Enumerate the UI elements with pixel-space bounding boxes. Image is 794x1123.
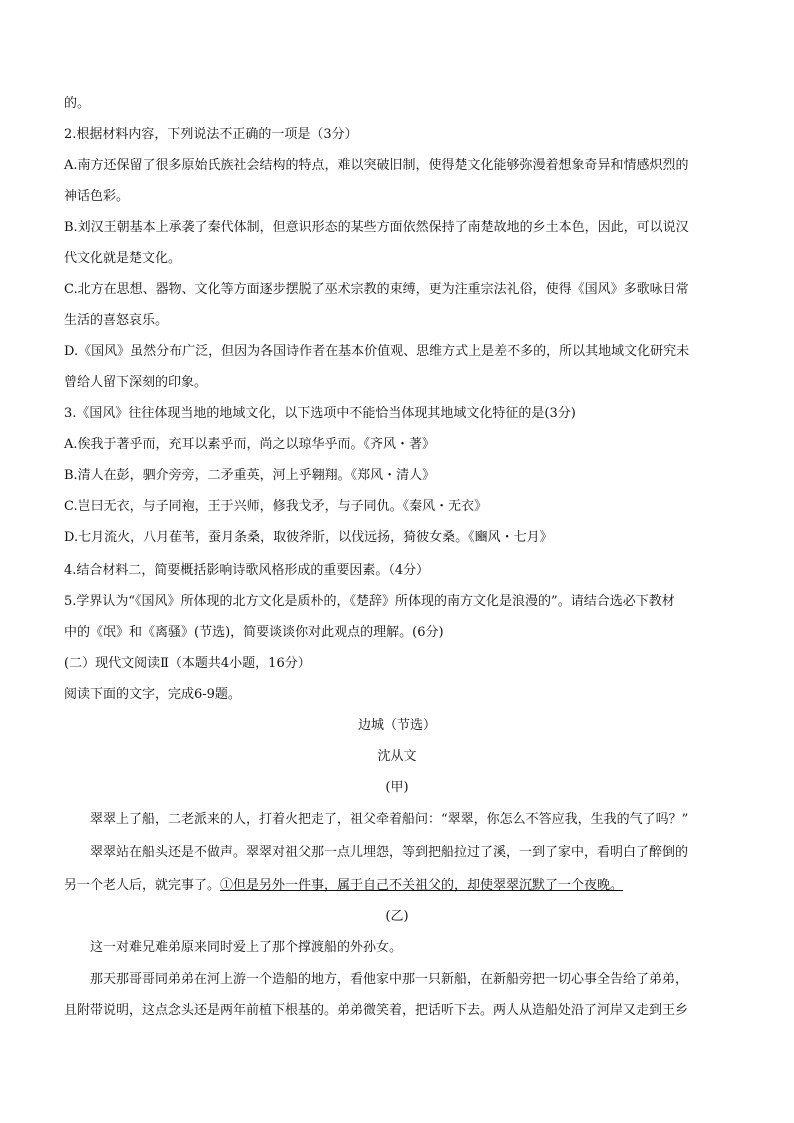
question-2-option-d-cont: 曾给人留下深刻的印象。: [64, 375, 208, 390]
underlined-sentence-1: ①但是另外一件事，属于自己不关祖父的，却使翠翠沉默了一个夜晚。: [220, 878, 624, 893]
part-label-yi: (乙): [385, 909, 409, 924]
question-2-option-a-cont: 神话色彩。: [64, 189, 130, 204]
passage-paragraph: 翠翠站在船头还是不做声。翠翠对祖父那一点儿埋怨，等到把船拉过了溪，一到了家中，看明白了醉倒的: [90, 845, 689, 860]
question-2-option-d: D.《国风》虽然分布广泛，但因为各国诗作者在基本价值观、思维方式上是差不多的，所以其地域文化研究未: [64, 344, 690, 359]
passage-paragraph-cont: 且附带说明，这点念头还是两年前植下根基的。弟弟微笑着，把话听下去。两人从造船处沿了河岸又走到王乡: [64, 1003, 689, 1018]
question-5-stem: 5.学界认为“《国风》所体现的北方文化是质朴的，《楚辞》所体现的南方文化是浪漫的”。请结合选必下教材: [64, 594, 675, 609]
plain-text: 另一个老人后，就完事了。: [64, 878, 221, 893]
question-2-option-c-cont: 生活的喜怒哀乐。: [64, 313, 169, 328]
section-instruction: 阅读下面的文字，完成6-9题。: [64, 687, 241, 702]
question-5-stem-cont: 中的《氓》和《离骚》(节选)，简要谈谈你对此观点的理解。(6分): [64, 625, 444, 640]
question-2-stem: 2.根据材料内容，下列说法不正确的一项是（3分）: [64, 127, 358, 142]
question-2-option-b: B.刘汉王朝基本上承袭了秦代体制，但意识形态的某些方面依然保持了南楚故地的乡土本色，因此，可以说汉: [64, 220, 689, 235]
question-3-option-a: A.俟我于著乎而，充耳以素乎而，尚之以琼华乎而。《齐风・著》: [64, 437, 436, 452]
passage-title: 边城（节选）: [357, 718, 436, 733]
question-3-option-b: B.清人在彭，驷介旁旁，二矛重英，河上乎翱翔。《郑风・清人》: [64, 468, 436, 483]
top-fragment: 的。: [64, 96, 91, 111]
question-2-option-c: C.北方在思想、器物、文化等方面逐步摆脱了巫术宗教的束缚，更为注重宗法礼俗，使得《国风》多歌咏日常: [64, 282, 689, 297]
question-3-option-c: C.岂曰无衣，与子同袍，王于兴师，修我戈矛，与子同仇。《秦风・无衣》: [64, 499, 488, 514]
section-heading: (二）现代文阅读Ⅱ（本题共4小题，16分）: [64, 656, 311, 671]
passage-author: 沈从文: [377, 749, 417, 764]
passage-paragraph: 翠翠上了船，二老派来的人，打着火把走了，祖父牵着船问：“翠翠，你怎么不答应我，生我的气了吗？”: [90, 812, 689, 827]
part-label-jia: (甲): [385, 780, 409, 795]
question-3-stem: 3.《国风》往往体现当地的地域文化，以下选项中不能恰当体现其地域文化特征的是(3分): [64, 406, 576, 421]
question-4-stem: 4.结合材料二，简要概括影响诗歌风格形成的重要因素。（4分）: [64, 563, 430, 578]
question-3-option-d: D.七月流火，八月萑苇，蚕月条桑，取彼斧斨，以伐远扬，猗彼女桑。《豳风・七月》: [64, 530, 553, 545]
passage-paragraph-cont: [64, 878, 623, 894]
passage-paragraph: 这一对难兄难弟原来同时爱上了那个撑渡船的外孙女。: [90, 940, 403, 955]
question-2-option-b-cont: 代文化就是楚文化。: [64, 251, 182, 266]
question-2-option-a: A.南方还保留了很多原始氏族社会结构的特点，难以突破旧制，使得楚文化能够弥漫着想象奇异和情感炽烈的: [64, 158, 689, 173]
passage-paragraph: 那天那哥哥同弟弟在河上游一个造船的地方，看他家中那一只新船，在新船旁把一切心事全告给了弟弟，: [90, 972, 689, 987]
